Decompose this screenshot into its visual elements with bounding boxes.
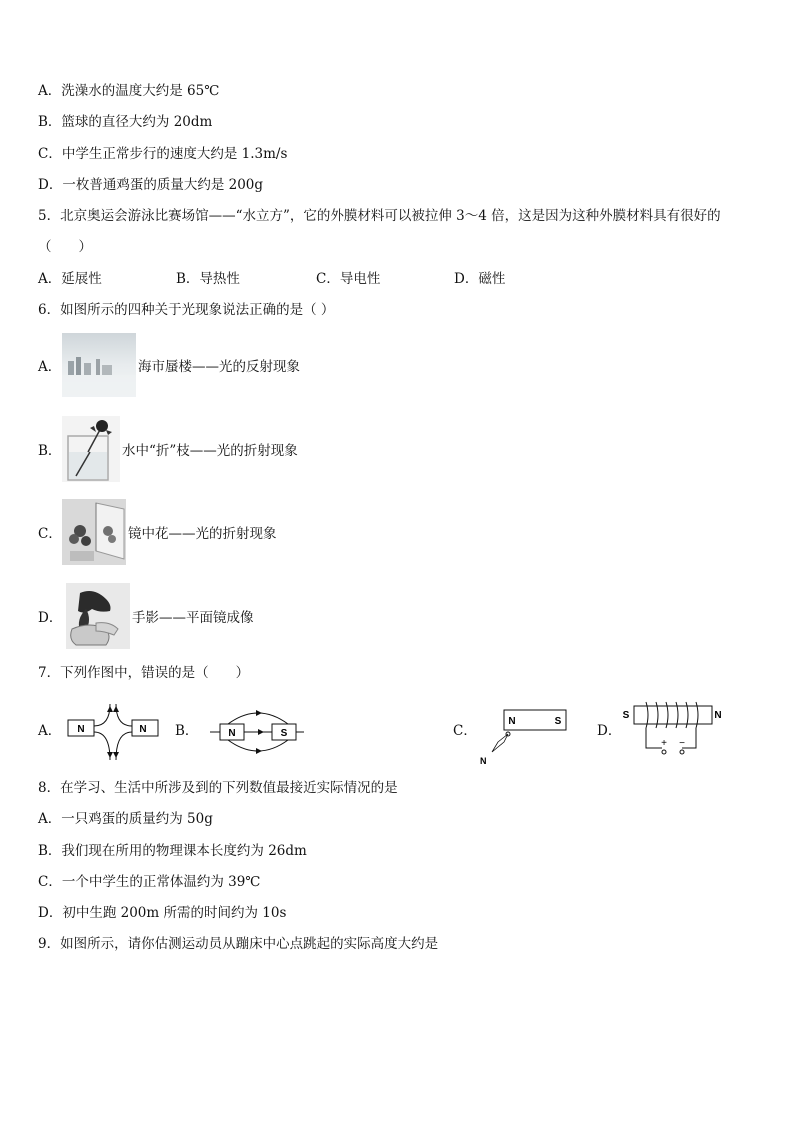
q4-option-b: B．篮球的直径大约为 20dm [38,114,213,130]
q4-option-c: C．中学生正常步行的速度大约是 1.3m/s [38,146,288,162]
q5-options [38,270,505,288]
q7-diagram-c [474,706,570,768]
q6-option-c [38,499,277,565]
q6-option-a-label: A． [38,359,62,375]
q5-stem: 5．北京奥运会游泳比赛场馆——“水立方”，它的外膜材料可以被拉伸 3～4 倍，这是因为这种外膜材料具有很好的 [38,208,721,224]
q7-d-minus: − [679,738,685,749]
q5-option-a: A．延展性 [38,271,102,287]
q6-stem: 6．如图所示的四种关于光现象说法正确的是（ ） [38,302,335,318]
q7-b-pole-s: S [280,728,288,739]
q7-a-pole-left: N [77,724,85,735]
q7-c-needle-n: N [480,756,487,766]
q4-option-a: A．洗澡水的温度大约是 65℃ [38,83,220,99]
q9-stem: 9．如图所示，请你估测运动员从蹦床中心点跳起的实际高度大约是 [38,936,439,952]
q6-option-c-label: C． [38,526,62,542]
q6-option-a [38,333,300,397]
q5-stem-bracket: （ ） [38,239,92,255]
glass-branch-photo [62,416,120,482]
compass-needle [492,732,510,752]
q7-option-b-label: B． [175,723,199,739]
q8-option-c: C．一个中学生的正常体温约为 39℃ [38,874,261,890]
q7-diagram-a [64,700,164,764]
q5-option-c: C．导电性 [316,271,381,287]
q5-option-d: D．磁性 [454,271,506,287]
q8-option-b: B．我们现在所用的物理课本长度约为 26dm [38,843,307,859]
q7-stem: 7．下列作图中，错误的是（ ） [38,665,250,681]
q6-option-c-text: 镜中花——光的折射现象 [128,526,277,542]
q6-option-b [38,416,298,482]
q7-option-a-label: A． [38,723,62,739]
q6-option-b-text: 水中“折”枝——光的折射现象 [122,443,298,459]
q7-option-c-label: C． [453,723,477,739]
q7-c-pole-s: S [554,716,562,727]
q7-a-pole-right: N [139,724,147,735]
q6-option-d [38,583,254,649]
mirror-flower-photo [62,499,126,565]
hand-shadow-photo [66,583,130,649]
mirage-photo [62,333,136,397]
q7-d-plus: + [661,738,667,749]
q8-stem: 8．在学习、生活中所涉及到的下列数值最接近实际情况的是 [38,780,398,796]
q7-diagram-b [210,708,306,754]
q7-d-pole-n: N [714,710,722,721]
q6-option-d-text: 手影——平面镜成像 [132,610,254,626]
q8-option-d: D．初中生跑 200m 所需的时间约为 10s [38,905,287,921]
q7-option-d-label: D． [597,723,622,739]
q7-c-pole-n: N [508,716,516,727]
q8-option-a: A．一只鸡蛋的质量约为 50g [38,811,213,827]
q5-option-b: B．导热性 [176,271,240,287]
q7-diagram-d [620,696,730,762]
q7-b-pole-n: N [228,728,236,739]
q6-option-d-label: D． [38,610,63,626]
q6-option-a-text: 海市蜃楼——光的反射现象 [138,359,300,375]
q6-option-b-label: B． [38,443,62,459]
q7-d-pole-s: S [622,710,630,721]
q4-option-d: D．一枚普通鸡蛋的质量大约是 200g [38,177,264,193]
